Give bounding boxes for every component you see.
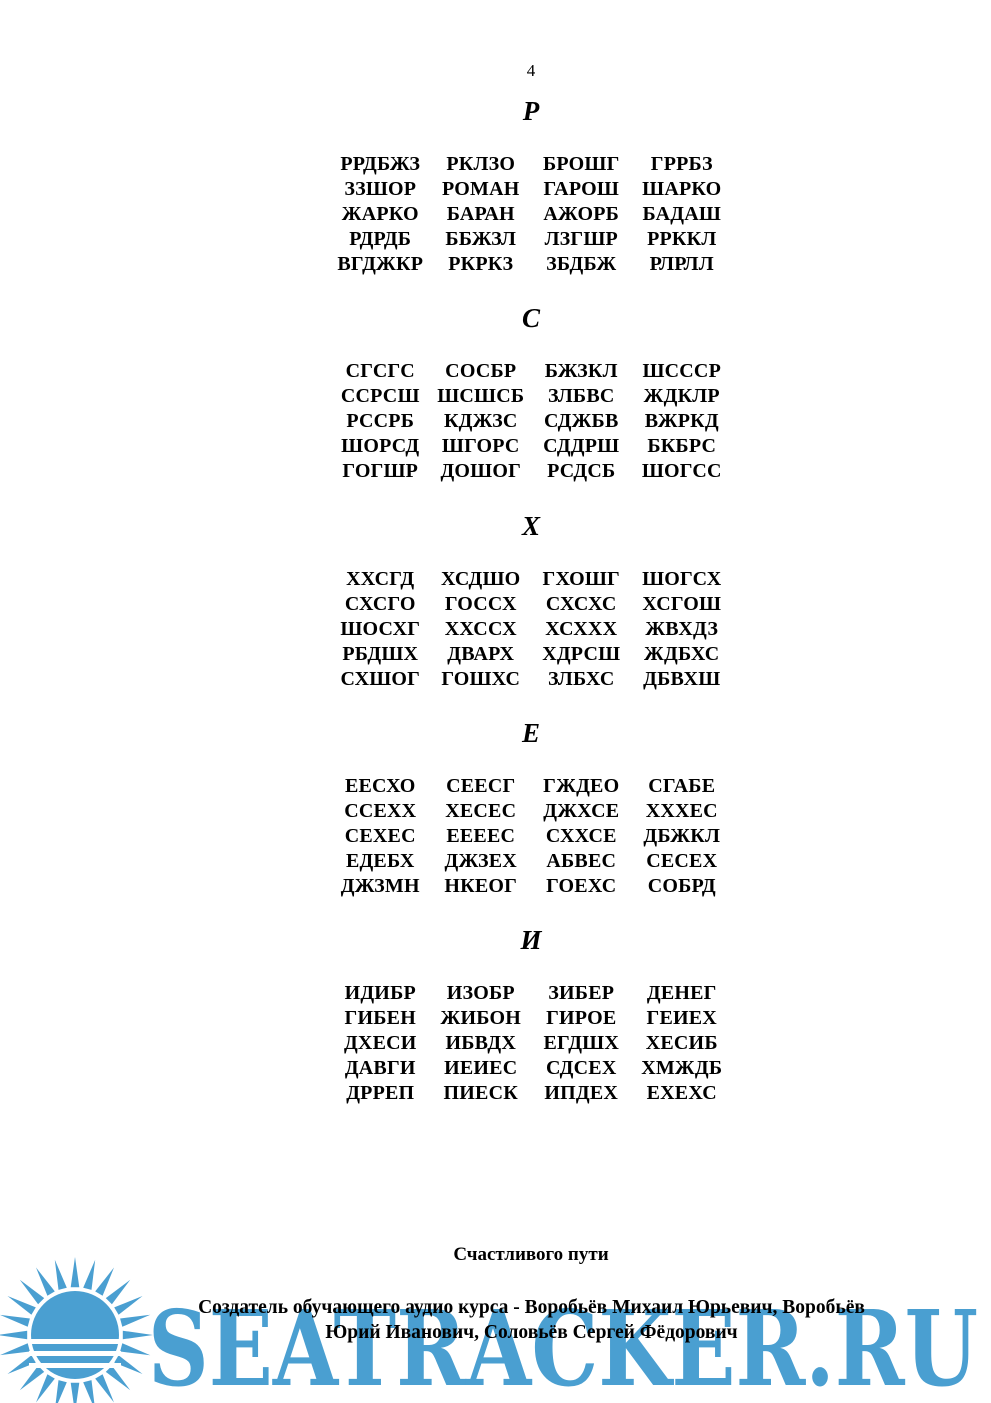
syllable-cell: ЗБДБЖ [546, 253, 617, 275]
credits-line-2: Юрий Иванович, Соловьёв Сергей Фёдорович [325, 1322, 738, 1343]
section-heading: Е [521, 717, 540, 748]
syllable-cell: РРККЛ [647, 228, 717, 250]
syllable-cell: ПИЕСК [443, 1082, 518, 1105]
syllable-cell: ДХЕСИ [343, 1032, 417, 1055]
syllable-cell: ЕДЕБХ [345, 849, 415, 872]
syllable-cell: КДЖЗС [443, 410, 518, 433]
syllable-cell: ССРСШ [340, 385, 420, 408]
syllable-cell: ХХХЕС [645, 799, 718, 822]
syllable-cell: АЖОРБ [543, 203, 620, 225]
syllable-cell: ГЖДЕО [543, 774, 620, 797]
syllable-cell: СЕХЕС [344, 824, 416, 847]
syllable-cell: СГСГС [345, 360, 415, 383]
syllable-cell: РЛРЛЛ [649, 253, 714, 275]
syllable-cell: РДРДБ [349, 228, 412, 250]
syllable-cell: ШСССР [642, 360, 721, 383]
syllable-cell: РБДШХ [342, 642, 419, 665]
syllable-cell: ГОШХС [441, 667, 521, 690]
syllable-cell: ХЕСИБ [645, 1032, 718, 1055]
syllable-cell: ЗИБЕР [548, 982, 615, 1005]
letter-section [0, 511, 991, 718]
syllable-cell: СХХСЕ [545, 824, 617, 847]
syllable-cell: ГХОШГ [542, 567, 620, 590]
syllable-cell: СХШОГ [340, 667, 421, 690]
syllable-cell: ХЕСЕС [445, 799, 517, 822]
section-heading: И [520, 925, 542, 956]
syllable-cell: ЖВХДЗ [645, 617, 719, 640]
syllable-cell: АБВЕС [546, 849, 617, 872]
syllable-cell: ШАРКО [642, 178, 722, 200]
syllable-cell: СОСБР [445, 360, 517, 383]
syllable-cell: ЕХЕХС [646, 1082, 717, 1105]
syllable-cell: СХСГО [344, 592, 416, 615]
syllable-cell: ШОСХГ [340, 617, 421, 640]
syllable-cell: ВЖРКД [644, 410, 719, 433]
syllable-cell: БКБРС [647, 435, 717, 458]
syllable-cell: РСДСБ [547, 460, 616, 483]
syllable-cell: РКЛЗО [446, 153, 516, 175]
syllable-cell: ГЕИЕХ [646, 1007, 717, 1030]
letter-section [0, 718, 991, 925]
section-heading: С [521, 303, 540, 334]
letter-section [0, 925, 991, 1132]
syllable-cell: ЗЛБХС [548, 667, 615, 690]
farewell-text: Счастливого пути [453, 1244, 609, 1265]
syllable-cell: ШОРСД [341, 435, 420, 458]
syllable-cell: ИПДЕХ [544, 1082, 619, 1105]
syllable-cell: ЖДКЛР [643, 385, 720, 408]
syllable-cell: ЖДБХС [644, 642, 720, 665]
watermark-text: SEATRACKER.RU [148, 1287, 978, 1403]
syllable-cell: ББЖЗЛ [445, 228, 517, 250]
credits [140, 1295, 923, 1345]
syllable-cell: ГОЕХС [546, 874, 617, 897]
syllable-cell: СДДРШ [543, 435, 620, 458]
syllable-cell: ЕЕЕЕС [446, 824, 516, 847]
syllable-cell: ДЖЗМН [340, 874, 420, 897]
syllable-cell: ЕГДШХ [543, 1032, 619, 1055]
section-heading: Р [522, 96, 540, 126]
syllable-cell: БАДАШ [642, 203, 722, 225]
syllable-cell: РССРБ [346, 410, 415, 433]
syllable-cell: ШГОРС [441, 435, 520, 458]
syllable-cell: ШОГСХ [642, 567, 722, 590]
syllable-cell: СДСЕХ [546, 1057, 617, 1080]
syllable-cell: ХМЖДБ [641, 1057, 723, 1080]
syllable-cell: ЗЛБВС [547, 385, 615, 408]
syllable-cell: ИЗОБР [446, 982, 515, 1005]
syllable-cell: ГОССХ [444, 592, 517, 615]
syllable-cell: ДЖЗЕХ [444, 849, 517, 872]
syllable-cell: ДВАРХ [447, 642, 515, 665]
syllable-cell: ХСДШО [441, 567, 521, 590]
syllable-cell: ШОГСС [641, 460, 722, 483]
syllable-cell: РРДБЖЗ [340, 153, 421, 175]
syllable-cell: ХХССХ [444, 617, 517, 640]
syllable-cell: ДОШОГ [440, 460, 522, 483]
syllable-cell: ИДИБР [344, 982, 416, 1005]
syllable-grid [330, 774, 732, 899]
syllable-cell: ССЕХХ [344, 799, 417, 822]
syllable-grid [330, 567, 732, 692]
syllable-cell: ДАВГИ [344, 1057, 416, 1080]
syllable-cell: ГРРБЗ [650, 153, 713, 175]
section-heading: Х [521, 510, 540, 541]
syllable-cell: ГОГШР [342, 460, 419, 483]
syllable-cell: ХСГОШ [642, 592, 722, 615]
syllable-cell: ДЖХСЕ [543, 799, 620, 822]
syllable-cell: ЖАРКО [341, 203, 419, 225]
letter-sections [0, 96, 991, 1132]
letter-section [0, 96, 991, 303]
syllable-cell: ХХСГД [346, 567, 415, 590]
syllable-cell: ИЕИЕС [444, 1057, 518, 1080]
syllable-cell: НКЕОГ [444, 874, 518, 897]
syllable-cell: ГИБЕН [344, 1007, 416, 1030]
syllable-cell: БРОШГ [542, 153, 620, 175]
syllable-cell: ЕЕСХО [344, 774, 416, 797]
syllable-cell: ДЕНЕГ [646, 982, 717, 1005]
syllable-cell: ШСШСБ [437, 385, 525, 408]
syllable-cell: ЛЗГШР [544, 228, 618, 250]
syllable-cell: ГИРОЕ [546, 1007, 617, 1030]
sun-icon [0, 1257, 153, 1403]
syllable-cell: ХСХХХ [545, 617, 618, 640]
syllable-cell: СОБРД [647, 874, 716, 897]
letter-section [0, 303, 991, 510]
syllable-grid [330, 152, 732, 277]
syllable-cell: РКРКЗ [448, 253, 514, 275]
syllable-cell: СЕЕСГ [446, 774, 516, 797]
page-number: 4 [526, 61, 536, 80]
syllable-cell: СХСХС [545, 592, 617, 615]
syllable-cell: БАРАН [446, 203, 515, 225]
syllable-cell: ХДРСШ [542, 642, 621, 665]
syllable-cell: СГАБЕ [648, 774, 716, 797]
syllable-cell: ИБВДХ [445, 1032, 517, 1055]
syllable-cell: ДБЖКЛ [643, 824, 721, 847]
syllable-grid [330, 981, 732, 1106]
syllable-cell: ЗЗШОР [344, 178, 417, 200]
syllable-cell: БЖЗКЛ [544, 360, 618, 383]
syllable-cell: СДЖБВ [543, 410, 619, 433]
syllable-cell: ДРРЕП [346, 1082, 415, 1105]
syllable-cell: РОМАН [441, 178, 520, 200]
syllable-cell: ГАРОШ [543, 178, 620, 200]
syllable-cell: ВГДЖКР [337, 253, 424, 275]
credits-line-1: Создатель обучающего аудио курса - Воробьёв Михаил Юрьевич, Воробьёв [198, 1297, 865, 1318]
syllable-cell: ДБВХШ [643, 667, 721, 690]
syllable-cell: СЕСЕХ [646, 849, 718, 872]
syllable-grid [330, 359, 732, 484]
syllable-cell: ЖИБОН [440, 1007, 522, 1030]
